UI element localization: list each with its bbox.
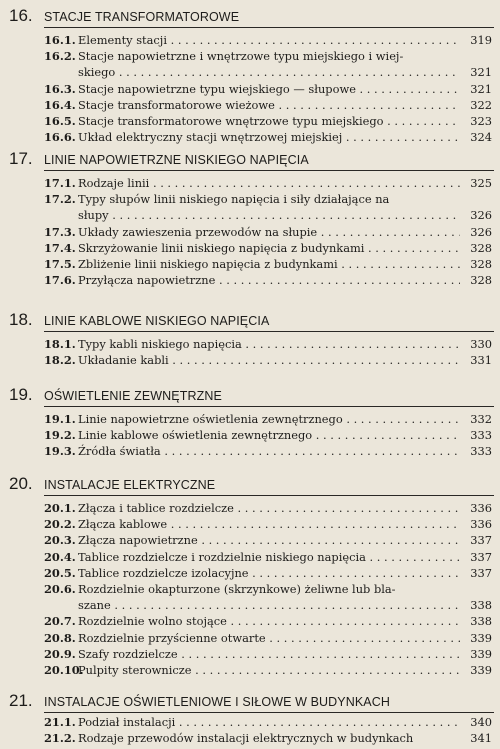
entry-title: szane . . .	[78, 597, 460, 613]
entry-number: 19.2.	[44, 428, 76, 443]
entry-page: 341	[470, 731, 492, 746]
entry-number: 17.1.	[44, 176, 76, 190]
entry-number: 16.5.	[44, 113, 76, 128]
entry-number: 18.1.	[44, 337, 76, 351]
entry-title: Pulpity sterownicze . . .	[78, 662, 460, 678]
entry-page: 340	[470, 715, 492, 729]
chapter-header	[0, 6, 500, 28]
toc-entry	[0, 532, 500, 548]
chapter-19	[0, 385, 500, 460]
toc-entry	[0, 597, 500, 613]
entry-number: 16.1.	[44, 33, 76, 47]
entry-page: 322	[470, 97, 492, 112]
entry-page: 321	[470, 81, 492, 96]
chapter-header	[0, 474, 500, 496]
chapter-number: 16.	[9, 6, 33, 25]
entry-title: Stacje transformatorowe wnętrzowe typu miejskiego . . .	[78, 113, 460, 129]
entry-number: 19.3.	[44, 444, 76, 459]
chapter-rule	[44, 170, 494, 171]
toc-entry	[0, 662, 500, 678]
entry-title: Typy kabli niskiego napięcia . . .	[78, 336, 460, 352]
entry-number: 17.5.	[44, 256, 76, 271]
entry-number: 17.2.	[44, 192, 76, 207]
toc-entry	[0, 565, 500, 581]
chapter-rule	[44, 712, 494, 713]
entry-page: 333	[470, 444, 492, 459]
entry-number: 20.1.	[44, 501, 76, 515]
entry-page: 337	[470, 565, 492, 580]
entry-page: 337	[470, 533, 492, 548]
chapter-header	[0, 691, 500, 713]
entry-page: 332	[470, 412, 492, 426]
entry-title: Stacje napowietrzne typu wiejskiego — słupowe . . .	[78, 81, 460, 97]
entry-title: Rodzaje przewodów instalacji elektrycznych w budynkach	[78, 731, 414, 746]
entry-title: Układanie kabli . . .	[78, 352, 460, 368]
chapter-16	[0, 6, 500, 145]
entry-title: Rodzaje linii . . .	[78, 175, 460, 191]
toc-entry	[0, 256, 500, 272]
entry-number: 16.3.	[44, 81, 76, 96]
chapter-number: 18.	[9, 310, 33, 329]
toc-entry	[0, 207, 500, 223]
entry-number: 20.6.	[44, 581, 76, 596]
chapter-rule	[44, 406, 494, 407]
chapter-18	[0, 310, 500, 368]
toc-entry	[0, 411, 500, 427]
entry-title: Przyłącza napowietrzne . . .	[78, 272, 460, 288]
entry-title: Szafy rozdzielcze . . .	[78, 646, 460, 662]
entry-number: 21.2.	[44, 731, 76, 746]
entry-title: Skrzyżowanie linii niskiego napięcia z budynkami . . .	[78, 240, 460, 256]
entry-page: 323	[470, 113, 492, 128]
toc-entry	[0, 240, 500, 256]
toc-entry	[0, 443, 500, 459]
entry-title: Złącza kablowe . . .	[78, 516, 460, 532]
entry-title: Źródła światła . . .	[78, 443, 460, 459]
chapter-number: 17.	[9, 149, 33, 168]
entry-number: 20.4.	[44, 549, 76, 564]
entry-page: 336	[470, 501, 492, 515]
toc-entry	[0, 97, 500, 113]
chapter-rule	[44, 331, 494, 332]
toc-entry	[0, 175, 500, 191]
entry-number: 20.9.	[44, 646, 76, 661]
entry-page: 330	[470, 337, 492, 351]
entry-number: 19.1.	[44, 412, 76, 426]
entry-title: Stacje napowietrzne i wnętrzowe typu miejskiego i wiej-	[78, 49, 404, 64]
entry-number: 17.4.	[44, 240, 76, 255]
entry-page: 337	[470, 549, 492, 564]
entry-page: 339	[470, 662, 492, 677]
entry-page: 321	[470, 65, 492, 80]
chapter-title: LINIE KABLOWE NISKIEGO NAPIĘCIA	[44, 314, 270, 328]
entry-number: 18.2.	[44, 353, 76, 368]
entry-number: 20.10.	[44, 662, 84, 677]
entry-title: Typy słupów linii niskiego napięcia i siły działające na	[78, 192, 390, 207]
toc-entry	[0, 336, 500, 352]
entry-number: 20.2.	[44, 517, 76, 532]
toc-entry	[0, 113, 500, 129]
chapter-21	[0, 691, 500, 746]
toc-entry	[0, 81, 500, 97]
entry-page: 333	[470, 428, 492, 443]
chapter-title: OŚWIETLENIE ZEWNĘTRZNE	[44, 389, 222, 403]
entry-title: Linie kablowe oświetlenia zewnętrznego . . .	[78, 427, 460, 443]
toc-entry	[0, 191, 500, 207]
chapter-number: 19.	[9, 385, 33, 404]
entry-page: 328	[470, 240, 492, 255]
toc-entry	[0, 224, 500, 240]
entry-number: 16.4.	[44, 97, 76, 112]
entry-title: Zbliżenie linii niskiego napięcia z budynkami . . .	[78, 256, 460, 272]
toc-entry	[0, 613, 500, 629]
entry-number: 17.6.	[44, 273, 76, 288]
entry-title: Tablice rozdzielcze izolacyjne . . .	[78, 565, 460, 581]
chapter-header	[0, 149, 500, 171]
chapter-rule	[44, 27, 494, 28]
entry-number: 20.8.	[44, 630, 76, 645]
entry-title: skiego . . .	[78, 64, 460, 80]
entry-number: 20.3.	[44, 533, 76, 548]
entry-page: 339	[470, 646, 492, 661]
entry-title: Rozdzielnie wolno stojące . . .	[78, 613, 460, 629]
entry-title: Linie napowietrzne oświetlenia zewnętrznego . . .	[78, 411, 460, 427]
entry-page: 328	[470, 256, 492, 271]
entry-number: 20.5.	[44, 565, 76, 580]
entry-title: Podział instalacji . . .	[78, 714, 460, 730]
entry-number: 21.1.	[44, 715, 76, 729]
toc-entry	[0, 48, 500, 64]
toc-entry	[0, 500, 500, 516]
chapter-rule	[44, 495, 494, 496]
entry-number: 20.7.	[44, 614, 76, 629]
entry-page: 319	[470, 33, 492, 47]
chapter-20	[0, 474, 500, 678]
toc-entry	[0, 646, 500, 662]
entry-title: słupy . . .	[78, 207, 460, 223]
chapter-number: 21.	[9, 691, 33, 710]
entry-title: Stacje transformatorowe wieżowe . . .	[78, 97, 460, 113]
entry-page: 339	[470, 630, 492, 645]
entry-page: 338	[470, 598, 492, 613]
entry-page: 326	[470, 208, 492, 223]
toc-entry	[0, 32, 500, 48]
entry-title: Tablice rozdzielcze i rozdzielnie niskiego napięcia . . .	[78, 549, 460, 565]
entry-title: Rozdzielnie przyścienne otwarte . . .	[78, 630, 460, 646]
entry-title: Złącza napowietrzne . . .	[78, 532, 460, 548]
entry-number: 16.6.	[44, 130, 76, 145]
toc-entry	[0, 352, 500, 368]
toc-entry	[0, 581, 500, 597]
entry-page: 325	[470, 176, 492, 190]
entry-number: 16.2.	[44, 49, 76, 64]
chapter-title: INSTALACJE OŚWIETLENIOWE I SIŁOWE W BUDYNKACH	[44, 695, 390, 709]
entry-title: Układy zawieszenia przewodów na słupie . . .	[78, 224, 460, 240]
chapter-header	[0, 310, 500, 332]
entry-title: Układ elektryczny stacji wnętrzowej miejskiej . . .	[78, 129, 460, 145]
toc-entry	[0, 516, 500, 532]
entry-page: 338	[470, 614, 492, 629]
entry-title: Elementy stacji . . .	[78, 32, 460, 48]
toc-entry	[0, 272, 500, 288]
toc-entry	[0, 549, 500, 565]
chapter-title: STACJE TRANSFORMATOROWE	[44, 10, 240, 24]
toc-entry	[0, 730, 500, 746]
toc-entry	[0, 427, 500, 443]
chapter-title: INSTALACJE ELEKTRYCZNE	[44, 478, 216, 492]
toc-entry	[0, 129, 500, 145]
entry-page: 326	[470, 224, 492, 239]
entry-title: Złącza i tablice rozdzielcze . . .	[78, 500, 460, 516]
chapter-17	[0, 149, 500, 288]
entry-page: 324	[470, 130, 492, 145]
entry-page: 328	[470, 273, 492, 288]
chapter-header	[0, 385, 500, 407]
entry-title: Rozdzielnie okapturzone (skrzynkowe) żeliwne lub bla-	[78, 581, 396, 596]
toc-entry	[0, 630, 500, 646]
chapter-title: LINIE NAPOWIETRZNE NISKIEGO NAPIĘCIA	[44, 153, 309, 167]
entry-number: 17.3.	[44, 224, 76, 239]
chapter-number: 20.	[9, 474, 33, 493]
toc-entry	[0, 714, 500, 730]
entry-page: 331	[470, 353, 492, 368]
toc-entry	[0, 64, 500, 80]
entry-page: 336	[470, 517, 492, 532]
